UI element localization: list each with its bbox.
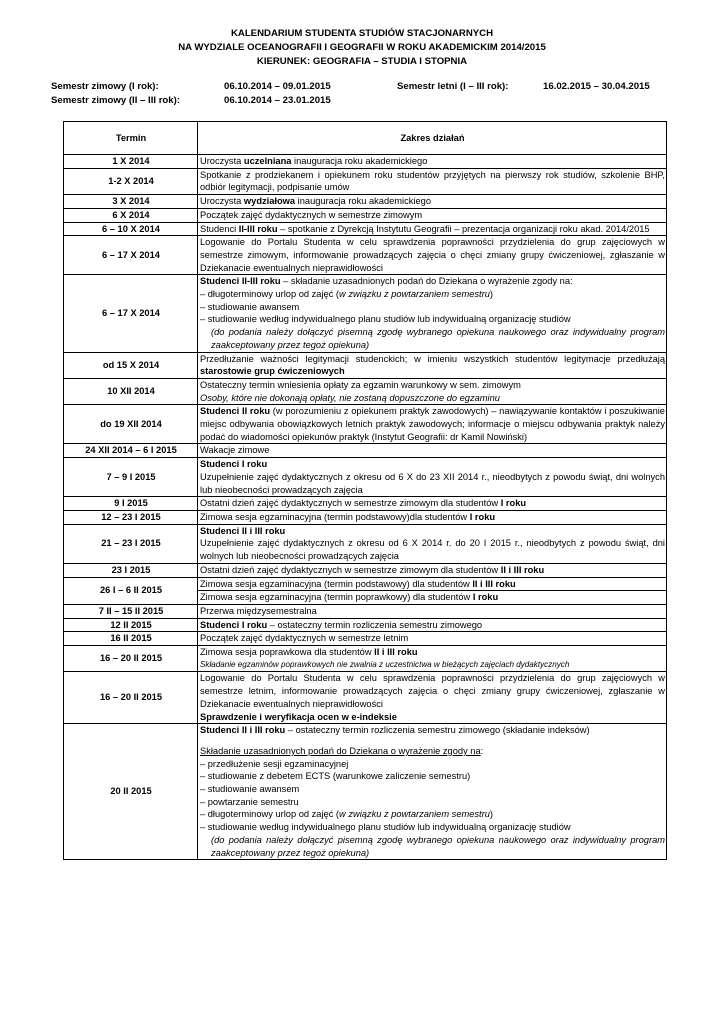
scope-text: Uroczysta <box>200 156 244 166</box>
scope-text: – ostateczny termin rozliczenia semestru zimowego <box>267 619 483 630</box>
scope-text: Uroczysta <box>200 196 244 207</box>
scope-bold: II i III roku <box>500 564 545 575</box>
scope-underlined: Składanie uzasadnionych podań do Dziekana o wyrażenie zgody na <box>200 745 481 756</box>
scope-cell: Początek zajęć dydaktycznych w semestrze zimowym <box>198 208 667 222</box>
summer-dates: 16.02.2015 – 30.04.2015 <box>543 81 650 92</box>
term-cell: 6 – 10 X 2014 <box>64 222 198 236</box>
scope-title: Studenci II i III roku <box>200 525 286 536</box>
scope-italic: w związku z powtarzaniem semestru <box>339 289 490 300</box>
table-row <box>64 155 667 169</box>
calendar-table <box>63 121 667 860</box>
winter-1-label: Semestr zimowy (I rok): <box>51 81 159 92</box>
scope-bold: I roku <box>500 498 527 509</box>
term-cell: 6 – 17 X 2014 <box>64 236 198 275</box>
scope-text: Przedłużanie ważności legitymacji studenckich; w imieniu wszystkich studentów legitymacje przedłużają <box>200 353 665 364</box>
column-header-term: Termin <box>64 122 198 155</box>
table-row <box>64 208 667 222</box>
scope-text: (w porozumieniu z opiekunem praktyk zawodowych) – nawiązywanie kontaktów i poszukiwanie miejsc odbywania obowiązkowych letnich praktyk zawodowych; informacje o miejscu odbywania praktyk należy podać do wiadomości opiekunów praktyk (Instytut Geografii: dr Kamil Nowiński) <box>200 406 665 442</box>
table-row <box>64 724 667 860</box>
table-row <box>64 563 667 577</box>
table-row <box>64 632 667 646</box>
term-cell: 16 II 2015 <box>64 632 198 646</box>
scope-cell <box>198 672 667 724</box>
term-cell: 16 – 20 II 2015 <box>64 672 198 724</box>
scope-bold: II i III roku <box>374 647 418 658</box>
scope-text: Uzupełnienie zajęć dydaktycznych z okresu od 6 X 2014 r. do 20 I 2015 r., nieodbytych z powodu świąt, dni wolnych lub nieobecności prowadzących zajęcia <box>200 538 665 562</box>
scope-cell: Spotkanie z prodziekanem i opiekunem roku studentów przyjętych na pierwszy rok studiów, szkolenie BHP, odbiór legitymacji, podpisanie umów <box>198 168 667 194</box>
term-cell: od 15 X 2014 <box>64 352 198 378</box>
scope-cell <box>198 195 667 209</box>
scope-text: długoterminowy urlop od zajęć ( <box>207 809 340 820</box>
term-cell: 21 – 23 I 2015 <box>64 524 198 563</box>
scope-bold: Studenci II roku <box>200 406 271 417</box>
table-row <box>64 672 667 724</box>
scope-cell <box>198 405 667 444</box>
term-cell: 7 II – 15 II 2015 <box>64 604 198 618</box>
table-row <box>64 378 667 404</box>
winter-1-dates: 06.10.2014 – 09.01.2015 <box>224 81 331 92</box>
term-cell: 6 – 17 X 2014 <box>64 275 198 352</box>
bullet-item: – studiowanie z debetem ECTS (warunkowe zaliczenie semestru) <box>200 770 665 783</box>
scope-cell <box>198 378 667 404</box>
scope-text: Zimowa sesja poprawkowa dla studentów <box>200 647 375 658</box>
scope-bold: starostowie grup ćwiczeniowych <box>200 366 345 377</box>
bullet-item: – przedłużenie sesji egzaminacyjnej <box>200 758 665 771</box>
scope-cell <box>198 591 667 605</box>
scope-text: – składanie uzasadnionych podań do Dziekana o wyrażenie zgody na: <box>280 276 573 287</box>
scope-note: Składanie egzaminów poprawkowych nie zwalnia z uczestnictwa w bieżących zajęciach dydaktycznych <box>200 659 570 669</box>
scope-cell <box>198 724 667 860</box>
table-row <box>64 236 667 275</box>
term-cell: 9 I 2015 <box>64 497 198 511</box>
bullet-item: – powtarzanie semestru <box>200 796 665 809</box>
table-row <box>64 510 667 524</box>
table-row <box>64 524 667 563</box>
scope-cell: Początek zajęć dydaktycznych w semestrze letnim <box>198 632 667 646</box>
table-row <box>64 444 667 458</box>
scope-intro <box>200 745 665 758</box>
table-row <box>64 497 667 511</box>
scope-line <box>200 646 665 659</box>
bullet-item: – studiowanie według indywidualnego planu studiów lub indywidualną organizację studiów <box>200 313 665 326</box>
scope-text: Logowanie do Portalu Studenta w celu sprawdzenia poprawności przydzielenia do grup zajęciowych w semestrze letnim, informowanie prowadzących zajęcia o chęci zmiany grupy ćwiczeniowej, zgłaszanie w Dziekanacie ewentualnych nieprawidłowości <box>200 673 665 709</box>
scope-text: Studenci <box>200 223 239 234</box>
scope-text: Ostatni dzień zajęć dydaktycznych w semestrze zimowym dla studentów <box>200 498 501 509</box>
term-cell: 26 I – 6 II 2015 <box>64 577 198 604</box>
term-cell: 7 – 9 I 2015 <box>64 458 198 497</box>
scope-cell <box>198 563 667 577</box>
scope-text: inauguracja roku akademickiego <box>291 156 428 166</box>
scope-text: : <box>480 745 484 756</box>
scope-cell <box>198 497 667 511</box>
term-cell: 23 I 2015 <box>64 563 198 577</box>
scope-text: Ostatni dzień zajęć dydaktycznych w semestrze zimowym dla studentów <box>200 564 501 575</box>
bullet-item: – studiowanie awansem <box>200 301 665 314</box>
scope-bold: II-III roku <box>238 223 278 234</box>
scope-text: Zimowa sesja egzaminacyjna (termin podstawowy)dla studentów <box>200 511 470 522</box>
term-cell: 20 II 2015 <box>64 724 198 860</box>
term-cell: 1 X 2014 <box>64 155 198 169</box>
scope-cell <box>198 524 667 563</box>
scope-note: (do podania należy dołączyć pisemną zgodę wybranego opiekuna naukowego oraz indywidualny program zaakceptowany przez tegoż opiekuna) <box>211 834 665 858</box>
term-cell: 16 – 20 II 2015 <box>64 646 198 672</box>
scope-cell <box>198 646 667 672</box>
term-cell: 3 X 2014 <box>64 195 198 209</box>
scope-text: ) <box>489 289 494 300</box>
bullet-item <box>200 288 665 301</box>
scope-text: Uzupełnienie zajęć dydaktycznych z okresu od 6 X do 23 XII 2014 r., nieodbytych z powodu świąt, dni wolnych lub nieobecności prowadzących zajęcia <box>200 471 665 495</box>
table-row <box>64 618 667 632</box>
scope-cell <box>198 618 667 632</box>
table-row <box>64 352 667 378</box>
title-line-1: KALENDARIUM STUDENTA STUDIÓW STACJONARNYCH <box>230 28 494 39</box>
table-row <box>64 604 667 618</box>
scope-title: Studenci I roku <box>200 459 268 470</box>
scope-italic: w związku z powtarzaniem semestru <box>339 809 490 820</box>
scope-bold: uczelniana <box>243 156 292 166</box>
scope-cell: Przerwa międzysemestralna <box>198 604 667 618</box>
scope-cell <box>198 155 667 169</box>
term-cell: 10 XII 2014 <box>64 378 198 404</box>
winter-2-3-label: Semestr zimowy (II – III rok): <box>51 95 181 106</box>
table-row <box>64 646 667 672</box>
scope-text: Zimowa sesja egzaminacyjna (termin poprawkowy) dla studentów <box>200 592 473 603</box>
table-row <box>64 195 667 209</box>
scope-cell <box>198 577 667 591</box>
scope-note: (do podania należy dołączyć pisemną zgodę wybranego opiekuna naukowego oraz indywidualny program zaakceptowany przez tegoż opiekuna) <box>211 327 665 350</box>
term-cell: do 19 XII 2014 <box>64 405 198 444</box>
table-row <box>64 577 667 591</box>
bullet-item: – studiowanie awansem <box>200 783 665 796</box>
term-cell: 24 XII 2014 – 6 I 2015 <box>64 444 198 458</box>
scope-bold: wydziałowa <box>243 196 296 207</box>
scope-cell <box>198 275 667 352</box>
term-cell: 1-2 X 2014 <box>64 168 198 194</box>
bullet-item: – studiowanie według indywidualnego planu studiów lub indywidualną organizację studiów <box>200 821 665 834</box>
scope-bold: I roku <box>469 511 496 522</box>
scope-cell <box>198 510 667 524</box>
table-header-row <box>64 122 667 155</box>
scope-cell <box>198 458 667 497</box>
scope-bold: Studenci I roku <box>200 619 268 630</box>
scope-bold: Studenci II i III roku <box>200 725 286 736</box>
scope-bold: I roku <box>472 592 499 603</box>
title-line-2: NA WYDZIALE OCEANOGRAFII I GEOGRAFII W ROKU AKADEMICKIM 2014/2015 <box>178 42 546 53</box>
scope-lead <box>200 724 665 737</box>
scope-bold: Studenci II-III roku <box>200 276 281 287</box>
scope-cell <box>198 352 667 378</box>
term-cell: 12 II 2015 <box>64 618 198 632</box>
scope-text: ) <box>489 809 494 820</box>
scope-text: Zimowa sesja egzaminacyjna (termin podstawowy) dla studentów <box>200 578 473 589</box>
scope-note: Osoby, które nie dokonają opłaty, nie zostaną dopuszczone do egzaminu <box>200 392 500 403</box>
table-row <box>64 275 667 352</box>
scope-text: – spotkanie z Dyrekcją Instytutu Geografii – prezentacja organizacji roku akad. 2014/2015 <box>277 223 650 234</box>
spacer <box>200 737 665 745</box>
scope-bold: II i III roku <box>472 578 516 589</box>
summer-label: Semestr letni (I – III rok): <box>397 81 509 92</box>
scope-cell: Wakacje zimowe <box>198 444 667 458</box>
scope-text: Ostateczny termin wniesienia opłaty za egzamin warunkowy w sem. zimowym <box>200 379 521 390</box>
term-cell: 12 – 23 I 2015 <box>64 510 198 524</box>
table-row <box>64 168 667 194</box>
scope-text: – ostateczny termin rozliczenia semestru zimowego (składanie indeksów) <box>285 725 590 736</box>
table-row <box>64 458 667 497</box>
column-header-scope: Zakres działań <box>198 122 667 155</box>
table-row <box>64 222 667 236</box>
scope-cell: Logowanie do Portalu Studenta w celu sprawdzenia poprawności przydzielenia do grup zajęciowych w semestrze zimowym, informowanie prowadzących zajęcia o chęci zmiany grupy ćwiczeniowej, zgłaszanie w Dziekanacie ewentualnych nieprawidłowości <box>198 236 667 275</box>
bullet-item <box>200 808 665 821</box>
table-row <box>64 405 667 444</box>
title-line-3: KIERUNEK: GEOGRAFIA – STUDIA I STOPNIA <box>256 56 468 67</box>
scope-text: inauguracja roku akademickiego <box>295 196 431 207</box>
winter-2-3-dates: 06.10.2014 – 23.01.2015 <box>224 95 331 106</box>
scope-cell <box>198 222 667 236</box>
scope-bold: Sprawdzenie i weryfikacja ocen w e-indeksie <box>200 711 397 722</box>
scope-text: długoterminowy urlop od zajęć ( <box>207 289 340 300</box>
term-cell: 6 X 2014 <box>64 208 198 222</box>
scope-lead <box>200 275 665 288</box>
